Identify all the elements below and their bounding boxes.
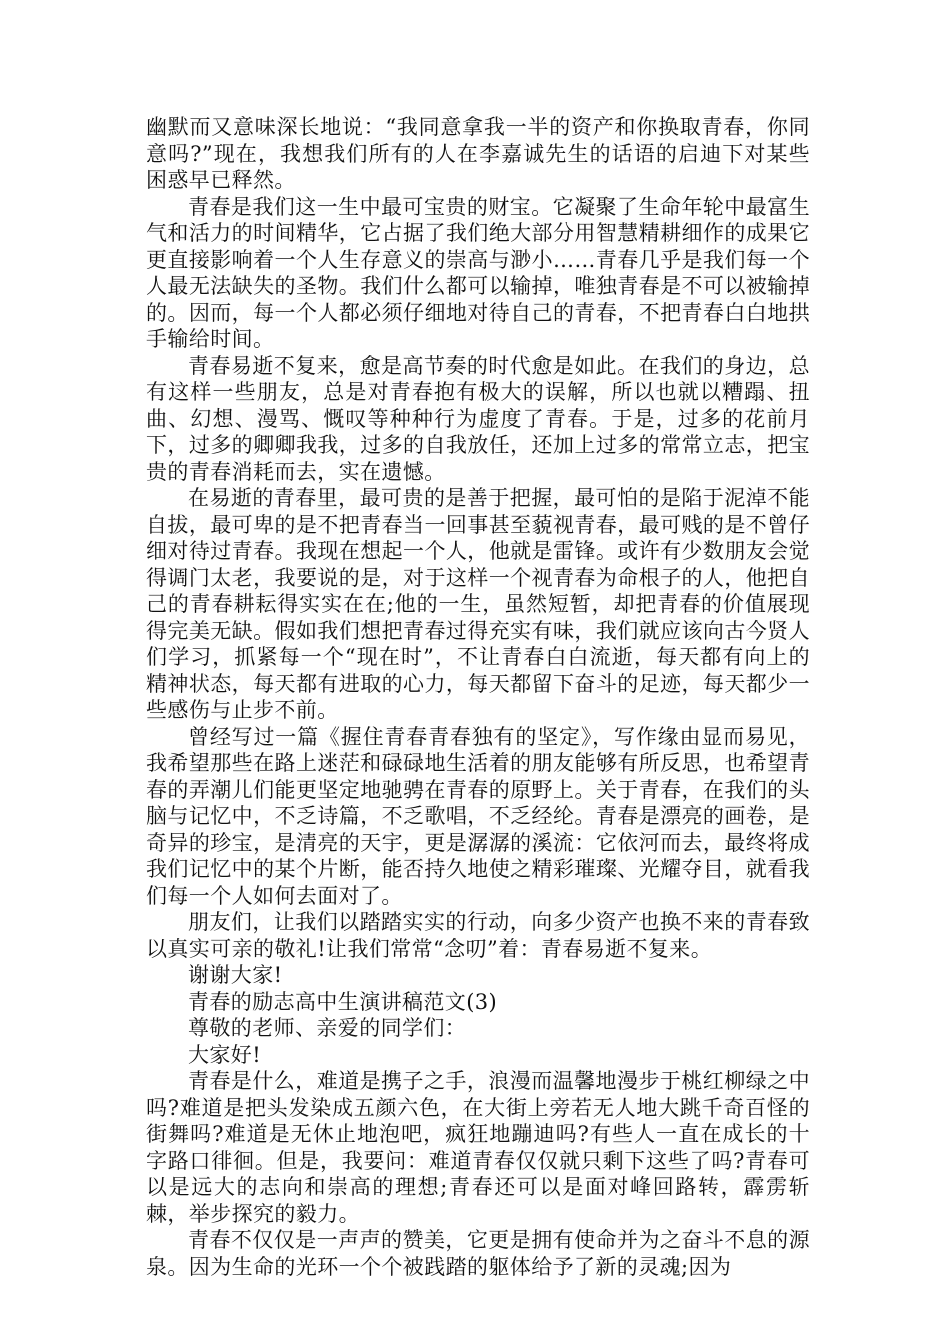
- paragraph: 朋友们，让我们以踏踏实实的行动，向多少资产也换不来的青春致以真实可亲的敬礼!让我们常常“念叨”着：青春易逝不复来。: [146, 910, 810, 961]
- paragraph: 曾经写过一篇《握住青春青春独有的坚定》，写作缘由显而易见，我希望那些在路上迷茫和碌碌地生活着的朋友能够有所反思，也希望青春的弄潮儿们能更坚定地驰骋在青春的原野上。关于青春，在我们的头脑与记忆中，不乏诗篇，不乏歌唱，不乏经纶。青春是漂亮的画卷，是奇异的珍宝，是清亮的天宇，更是潺潺的溪流：它依河而去，最终将成我们记忆中的某个片断，能否持久地使之精彩璀璨、光耀夺目，就看我们每一个人如何去面对了。: [146, 724, 810, 908]
- paragraph: 青春是我们这一生中最可宝贵的财宝。它凝聚了生命年轮中最富生气和活力的时间精华，它占据了我们绝大部分用智慧精耕细作的成果它更直接影响着一个人生存意义的崇高与渺小……青春几乎是我们每一个人最无法缺失的圣物。我们什么都可以输掉，唯独青春是不可以被输掉的。因而，每一个人都必须仔细地对待自己的青春，不把青春白白地拱手输给时间。: [146, 194, 810, 351]
- paragraph: 青春是什么，难道是携子之手，浪漫而温馨地漫步于桃红柳绿之中吗?难道是把头发染成五颜六色，在大街上旁若无人地大跳千奇百怪的街舞吗?难道是无休止地泡吧，疯狂地蹦迪吗?有些人一直在成长的十字路口徘徊。但是，我要问：难道青春仅仅就只剩下这些了吗?青春可以是远大的志向和崇高的理想;青春还可以是面对峰回路转，霹雳斩棘，举步探究的毅力。: [146, 1069, 810, 1226]
- paragraph: 青春不仅仅是一声声的赞美，它更是拥有使命并为之奋斗不息的源泉。因为生命的光环一个个被践踏的躯体给予了新的灵魂;因为: [146, 1228, 810, 1279]
- paragraph: 青春易逝不复来，愈是高节奏的时代愈是如此。在我们的身边，总有这样一些朋友，总是对青春抱有极大的误解，所以也就以糟蹋、扭曲、幻想、漫骂、慨叹等种种行为虚度了青春。于是，过多的花前月下，过多的卿卿我我，过多的自我放任，还加上过多的常常立志，把宝贵的青春消耗而去，实在遗憾。: [146, 353, 810, 484]
- salutation: 尊敬的老师、亲爱的同学们：: [188, 1016, 467, 1040]
- paragraph-continuation: 幽默而又意味深长地说：“我同意拿我一半的资产和你换取青春，你同意吗?”现在，我想我们所有的人在李嘉诚先生的话语的启迪下对某些困惑早已释然。: [146, 115, 810, 192]
- closing-line: 谢谢大家!: [188, 963, 283, 987]
- paragraph: 在易逝的青春里，最可贵的是善于把握，最可怕的是陷于泥淖不能自拔，最可卑的是不把青春当一回事甚至藐视青春，最可贱的是不曾仔细对待过青春。我现在想起一个人，他就是雷锋。或许有少数朋友会觉得调门太老，我要说的是，对于这样一个视青春为命根子的人，他把自己的青春耕耘得实实在在;他的一生，虽然短暂，却把青春的价值展现得完美无缺。假如我们想把青春过得充实有味，我们就应该向古今贤人们学习，抓紧每一个“现在时”，不让青春白白流逝，每天都有向上的精神状态，每天都有进取的心力，每天都留下奋斗的足迹，每天都少一些感伤与止步不前。: [146, 486, 810, 722]
- document-body: [146, 114, 810, 1280]
- greeting: 大家好!: [188, 1042, 262, 1067]
- section-title: 青春的励志高中生演讲稿范文(3): [188, 989, 498, 1014]
